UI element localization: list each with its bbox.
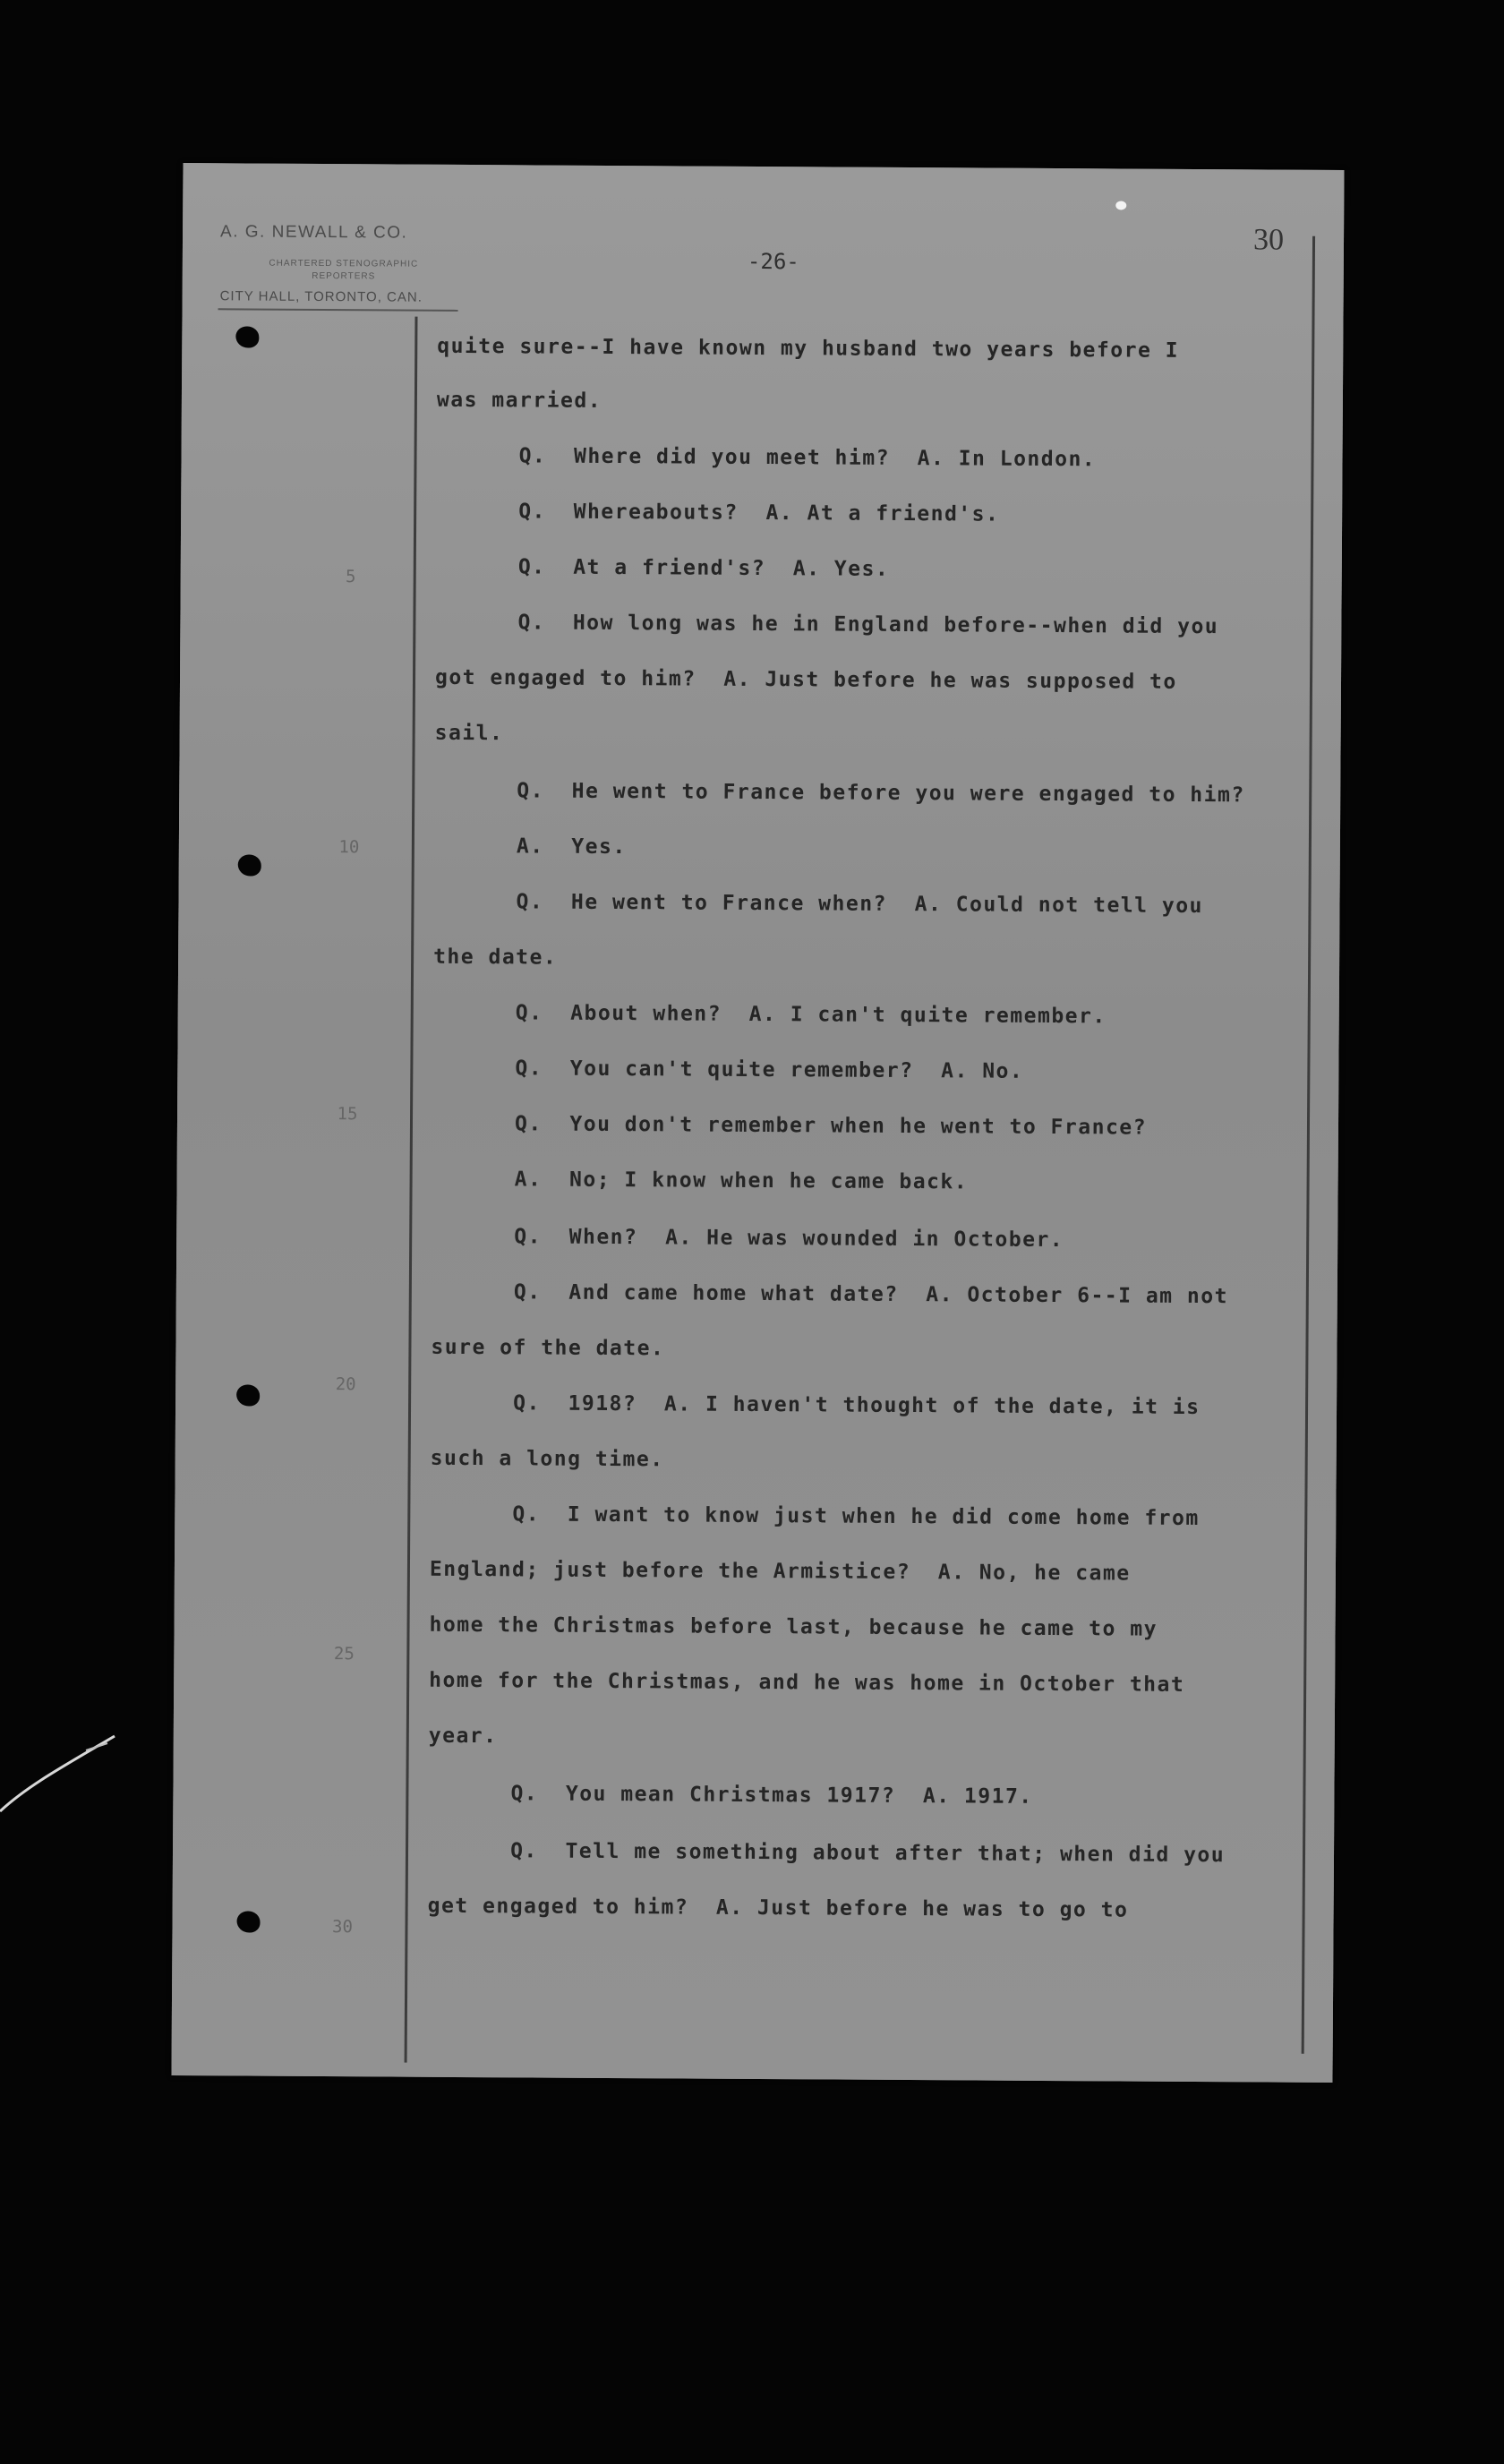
line-number-15: 15 bbox=[337, 1104, 358, 1125]
transcript-line: home the Christmas before last, because he came to my bbox=[429, 1613, 1158, 1641]
transcript-line: home for the Christmas, and he was home in October that bbox=[429, 1668, 1185, 1697]
left-margin-rule bbox=[405, 317, 418, 2063]
transcript-line: Q. Tell me something about after that; when did you bbox=[427, 1838, 1226, 1868]
letterhead-subtitle: CHARTERED STENOGRAPHIC bbox=[269, 258, 419, 270]
punch-hole-mark bbox=[236, 1384, 260, 1406]
letterhead-rule bbox=[218, 308, 458, 312]
transcript-line: Q. You don't remember when he went to France? bbox=[432, 1111, 1148, 1140]
transcript-line: A. No; I know when he came back. bbox=[432, 1167, 969, 1194]
punch-hole-mark bbox=[235, 326, 259, 347]
transcript-line: Q. You can't quite remember? A. No. bbox=[432, 1056, 1024, 1083]
paper-speck bbox=[1115, 201, 1126, 210]
transcript-line: was married. bbox=[436, 388, 602, 413]
stamped-folio-number: 30 bbox=[1252, 223, 1285, 257]
transcript-line: Q. How long was he in England before--when did you bbox=[435, 610, 1219, 639]
line-number-5: 5 bbox=[345, 567, 356, 587]
transcript-line: Q. And came home what date? A. October 6--I am not bbox=[431, 1279, 1229, 1309]
line-number-30: 30 bbox=[331, 1917, 354, 1938]
transcript-line: Q. When? A. He was wounded in October. bbox=[432, 1224, 1064, 1253]
transcript-line: such a long time. bbox=[430, 1446, 664, 1472]
line-number-20: 20 bbox=[335, 1374, 356, 1395]
transcript-line: quite sure--I have known my husband two years before I bbox=[437, 334, 1180, 363]
letterhead-address: CITY HALL, TORONTO, CAN. bbox=[219, 288, 423, 305]
transcript-line: A. Yes. bbox=[433, 834, 627, 860]
transcript-line: England; just before the Armistice? A. No, he came bbox=[429, 1557, 1131, 1586]
transcript-line: Q. He went to France when? A. Could not tell you bbox=[433, 889, 1204, 919]
transcript-line: Q. He went to France before you were engaged to him? bbox=[434, 778, 1245, 808]
transcript-line: get engaged to him? A. Just before he was to go to bbox=[427, 1894, 1129, 1922]
wire-artifact bbox=[0, 1724, 125, 1831]
right-margin-rule bbox=[1302, 236, 1315, 2054]
transcript-line: Q. You mean Christmas 1917? A. 1917. bbox=[428, 1781, 1033, 1809]
transcript-line: Q. 1918? A. I haven't thought of the date, it is bbox=[431, 1390, 1201, 1420]
transcript-line: sail. bbox=[434, 721, 504, 746]
letterhead bbox=[182, 163, 469, 344]
transcript-line: Q. About when? A. I can't quite remember. bbox=[432, 1000, 1107, 1029]
transcript-line: Q. Where did you meet him? A. In London. bbox=[436, 443, 1097, 472]
line-number-25: 25 bbox=[333, 1644, 355, 1664]
transcript-line: Q. At a friend's? A. Yes. bbox=[435, 554, 890, 581]
transcript-line: Q. Whereabouts? A. At a friend's. bbox=[436, 499, 1000, 526]
punch-hole-mark bbox=[236, 1911, 260, 1932]
letterhead-firm-name: A. G. NEWALL & CO. bbox=[220, 222, 408, 243]
line-number-10: 10 bbox=[338, 837, 360, 858]
punch-hole-mark bbox=[238, 854, 261, 876]
transcript-line: got engaged to him? A. Just before he was supposed to bbox=[434, 665, 1177, 694]
transcript-page bbox=[171, 163, 1344, 2083]
page-number: -26- bbox=[747, 248, 799, 275]
transcript-line: the date. bbox=[433, 945, 558, 970]
transcript-line: Q. I want to know just when he did come home from bbox=[430, 1502, 1200, 1531]
transcript-line: year. bbox=[428, 1724, 498, 1749]
transcript-line: sure of the date. bbox=[431, 1335, 665, 1361]
letterhead-subtitle-2: REPORTERS bbox=[312, 270, 376, 282]
